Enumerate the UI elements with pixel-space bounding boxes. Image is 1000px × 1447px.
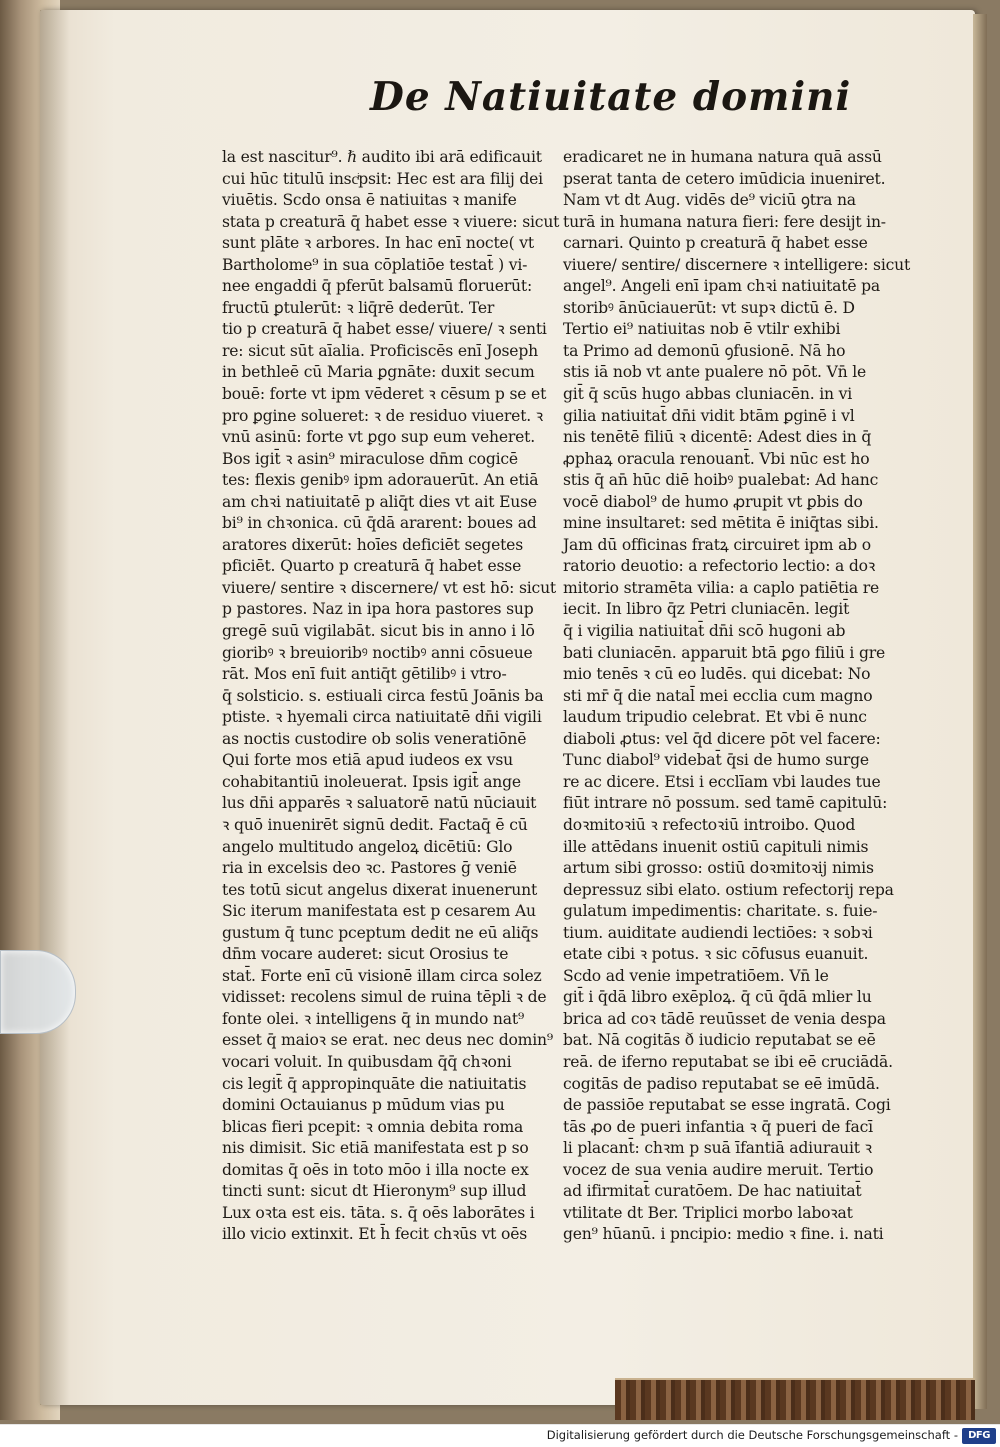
text-line: Scdo ad venie impetratiōem. Vn̄ le [563, 966, 829, 985]
text-line: p pastores. Naz in ipa hora pastores sup [222, 600, 534, 619]
text-line: reā. de iferno reputabat se ibi eē cruciādā. [563, 1052, 893, 1071]
text-line: gen⁹ hūanū. i pncipio: medio ꝛ fine. i. nati [563, 1225, 884, 1244]
digitization-footer [0, 1424, 1000, 1447]
text-line: viuētis. Scdo onsa ē natiuitas ꝛ manife [222, 191, 517, 210]
text-line: cohabitantiū inoleuerat. Ipsis igit̄ ange [222, 772, 521, 791]
text-line: angelo multitudo angeloꝝ dicētiū: Glo [222, 837, 513, 856]
text-line: fonte olei. ꝛ intelligens q̄ in mundo nat⁹ [222, 1009, 524, 1028]
text-line: la est nascitur⁹. ℏ audito ibi arā edificauit [222, 148, 542, 166]
text-line: viuere/ sentire ꝛ discernere/ vt est hō: sicut [222, 578, 556, 597]
text-line: esset q̄ maioꝛ se erat. nec deus nec domin⁹ [222, 1031, 553, 1050]
text-line: Bartholome⁹ in sua cōplatiōe testat̄ ) vi- [222, 255, 528, 274]
text-line: domitas q̄ oēs in toto mōo i illa nocte ex [222, 1160, 529, 1179]
text-line: cui hūc titulū inscͥpsit: Hec est ara filij dei [222, 169, 543, 188]
text-line: turā in humana natura fieri: fere desijt in- [563, 212, 886, 231]
text-line: pficiēt. Quarto p creaturā q̄ habet esse [222, 557, 522, 576]
text-line: gregē suū vigilabāt. sicut bis in anno i lō [222, 622, 535, 641]
text-line: tes: flexis genibꝰ ipm adorauerūt. An etiā [222, 471, 539, 490]
text-line: mio tenēs ꝛ cū eo ludēs. qui dicebat: No [563, 665, 871, 684]
text-line: vocari voluit. In quibusdam q̄q̄ chꝛoni [222, 1052, 512, 1071]
text-line: stat̄. Forte enī cū visionē illam circa solez [222, 966, 542, 985]
binding-shadow [40, 10, 70, 1405]
page-stack-edge [973, 14, 987, 1409]
text-line: nis tenētē filiū ꝛ dicentē: Adest dies in q̄ [563, 428, 872, 447]
text-line: bouē: forte vt ipm vēderet ꝛ cēsum p se et [222, 385, 547, 404]
text-line: rāt. Mos enī fuit antiq̄t gētilibꝰ i vtro- [222, 665, 507, 684]
text-line: stis q̄ an̄ hūc diē hoibꝰ pualebat: Ad hanc [563, 471, 879, 490]
text-line: vocē diabol⁹ de humo ꝓrupit vt ꝑbis do [563, 492, 863, 511]
text-line: ille attēdans inuenit ostiū capituli nimis [563, 837, 869, 856]
text-line: blicas fieri pcepit: ꝛ omnia debita roma [222, 1117, 524, 1136]
text-line: ꝓphaꝝ oracula renouant̄. Vbi nūc est ho [563, 449, 870, 468]
text-line: bati cluniacēn. apparuit btā ꝑgo filiū i gre [563, 643, 886, 662]
plastic-page-clip [0, 950, 76, 1034]
text-line: doꝛmitoꝛiū ꝛ refectoꝛiū introibo. Quod [563, 815, 856, 834]
text-line: stata p creaturā q̄ habet esse ꝛ viuere: sicut [222, 212, 560, 231]
text-line: cogitās de padiso reputabat se eē imūdā. [563, 1074, 880, 1093]
text-line: Tertio ei⁹ natiuitas nob ē vtilr exhibi [563, 320, 841, 339]
text-line: vtilitate dt Ber. Triplici morbo laboꝛat [563, 1203, 853, 1222]
text-line: Qui forte mos etiā apud iudeos ex vsu [222, 751, 513, 770]
text-line: Nam vt dt Aug. vidēs de⁹ viciū ꝯtra na [563, 191, 856, 210]
text-line: pro ꝑgine solueret: ꝛ de residuo viueret. ꝛ [222, 406, 543, 425]
text-line: depressuz sibi elato. ostium refectorij repa [563, 880, 894, 899]
text-line: as noctis custodire ob solis veneratiōnē [222, 729, 527, 748]
text-line: sunt plāte ꝛ arbores. In hac enī nocte( vt [222, 234, 534, 253]
text-line: Jam dū officinas fratꝝ circuiret ipm ab o [563, 535, 871, 554]
text-line: diaboli ꝓtus: vel q̄d dicere pōt vel facere: [563, 729, 881, 748]
text-line: git̄ q̄ scūs hugo abbas cluniacēn. in vi [563, 385, 852, 404]
text-line: aratores dixerūt: hoīes deficiēt segetes [222, 535, 523, 554]
text-line: fiūt intrare nō possum. sed tamē capitulū: [563, 794, 888, 813]
text-line: vidisset: recolens simul de ruina tēpli ꝛ de [222, 988, 547, 1007]
text-line: carnari. Quinto p creaturā q̄ habet esse [563, 234, 868, 253]
text-line: tes totū sicut angelus dixerat inuenerunt [222, 880, 538, 899]
damaged-binding-strip [615, 1378, 975, 1420]
text-line: ptiste. ꝛ hyemali circa natiuitatē dn̄i vigili [222, 708, 542, 727]
text-line: am chꝛi natiuitatē p aliq̄t dies vt ait Euse [222, 492, 537, 511]
text-line: re: sicut sūt aīalia. Proficiscēs enī Joseph [222, 341, 538, 360]
text-line: viuere/ sentire/ discernere ꝛ intelligere: sicut [563, 255, 911, 274]
text-line: eradicaret ne in humana natura quā assū [563, 148, 882, 166]
text-line: vocez de sua venia audire meruit. Tertio [563, 1160, 874, 1179]
running-title: De Natiuitate domini [370, 74, 852, 120]
text-line: laudum tripudio celebrat. Et vbi ē nunc [563, 708, 867, 727]
text-line: re ac dicere. Etsi i ecclīam vbi laudes tue [563, 772, 881, 791]
text-line: gulatum impedimentis: charitate. s. fuie- [563, 902, 878, 921]
text-line: tās ꝓo de pueri infantia ꝛ q̄ pueri de facī [563, 1117, 873, 1136]
text-line: git̄ i q̄dā libro exēploꝝ. q̄ cū q̄dā mlier lu [563, 988, 872, 1007]
text-line: illo vicio extinxit. Et h̄ fecit chꝛūs vt oēs [222, 1225, 528, 1244]
text-line: vnū asinū: forte vt ꝑgo sup eum veheret. [222, 428, 535, 447]
text-line: mitorio stramēta vilia: a caplo patiētia re [563, 578, 879, 597]
text-column-left [222, 147, 560, 1244]
text-line: bi⁹ in chꝛonica. cū q̄dā ararent: boues ad [222, 514, 537, 533]
text-line: Bos igit̄ ꝛ asin⁹ miraculose dn̄m cogicē [222, 449, 518, 468]
text-line: mine insultaret: sed mētita ē iniq̄tas sibi. [563, 514, 879, 533]
text-line: Sic iterum manifestata est p cesarem Au [222, 902, 536, 921]
text-line: lus dn̄i apparēs ꝛ saluatorē natū nūciauit [222, 794, 537, 813]
dfg-logo: DFG [962, 1428, 996, 1444]
text-line: nee engaddi q̄ pferūt balsamū floruerūt: [222, 277, 532, 296]
text-line: q̄ i vigilia natiuitat̄ dn̄i scō hugoni ab [563, 622, 846, 641]
text-line: storibꝰ ānūciauerūt: vt supꝛ dictū ē. D [563, 298, 855, 317]
text-line: Lux oꝛta est eis. tāta. s. q̄ oēs laborātes i [222, 1203, 535, 1222]
funding-credit: Digitalisierung gefördert durch die Deutsche Forschungsgemeinschaft - [546, 1428, 958, 1442]
text-line: Tunc diabol⁹ videbat̄ q̄si de humo surge [563, 751, 869, 770]
text-line: ad ifirmitat̄ curatōem. De hac natiuitat̄ [563, 1182, 862, 1201]
text-line: gustum q̄ tunc pceptum dedit ne eū aliq̄s [222, 923, 539, 942]
text-line: iecit. In libro q̄z Petri cluniacēn. legit̄ [563, 600, 850, 619]
text-line: cis legit̄ q̄ appropinquāte die natiuitatis [222, 1074, 527, 1093]
text-line: q̄ solsticio. s. estiuali circa festū Joānis ba [222, 686, 544, 705]
text-line: ria in excelsis deo ꝛc. Pastores ḡ veniē [222, 859, 517, 878]
text-line: tio p creaturā q̄ habet esse/ viuere/ ꝛ senti [222, 320, 547, 339]
text-line: brica ad coꝛ tādē reuūsset de venia despa [563, 1009, 886, 1028]
text-line: domini Octauianus p mūdum vias pu [222, 1096, 505, 1115]
text-line: dn̄m vocare auderet: sicut Orosius te [222, 945, 509, 964]
text-line: etate cibi ꝛ potus. ꝛ sic cōfusus euanuit. [563, 945, 869, 964]
text-line: angel⁹. Angeli enī ipam chꝛi natiuitatē pa [563, 277, 881, 296]
text-line: li placant̄: chꝛm p suā īfantiā adiurauit ꝛ [563, 1139, 872, 1158]
text-line: bat. Nā cogitās ð iudicio reputabat se eē [563, 1031, 876, 1050]
text-line: fructū ꝑtulerūt: ꝛ liq̄rē dederūt. Ter [222, 298, 495, 317]
text-line: nis dimisit. Sic etiā manifestata est p so [222, 1139, 529, 1158]
text-line: gilia natiuitat̄ dn̄i vidit btām ꝑginē i vl [563, 406, 855, 425]
text-line: in bethleē cū Maria ꝑgnāte: duxit secum [222, 363, 535, 382]
text-line: ratorio deuotio: a refectorio lectio: a doꝛ [563, 557, 876, 576]
text-line: ta Primo ad demonū ꝯfusionē. Nā ho [563, 341, 846, 360]
text-line: sti mr̄ q̄ die natal̄ mei ecclia cum magno [563, 686, 873, 705]
text-line: artum sibi grosso: ostiū doꝛmitoꝛij nimis [563, 859, 874, 878]
text-line: tincti sunt: sicut dt Hieronym⁹ sup illud [222, 1182, 527, 1201]
text-line: ꝛ quō inuenirēt signū dedit. Factaq̄ ē cū [222, 815, 528, 834]
text-line: de passiōe reputabat se esse ingratā. Cogi [563, 1096, 891, 1115]
text-line: stis iā nob vt ante pualere nō pōt. Vn̄ le [563, 363, 867, 382]
text-line: pserat tanta de cetero imūdicia inueniret. [563, 169, 886, 188]
text-line: tium. auiditate audiendi lectiōes: ꝛ sobꝛi [563, 923, 873, 942]
text-column-right [563, 147, 911, 1244]
text-line: gioribꝰ ꝛ breuioribꝰ noctibꝰ anni cōsueue [222, 643, 533, 662]
